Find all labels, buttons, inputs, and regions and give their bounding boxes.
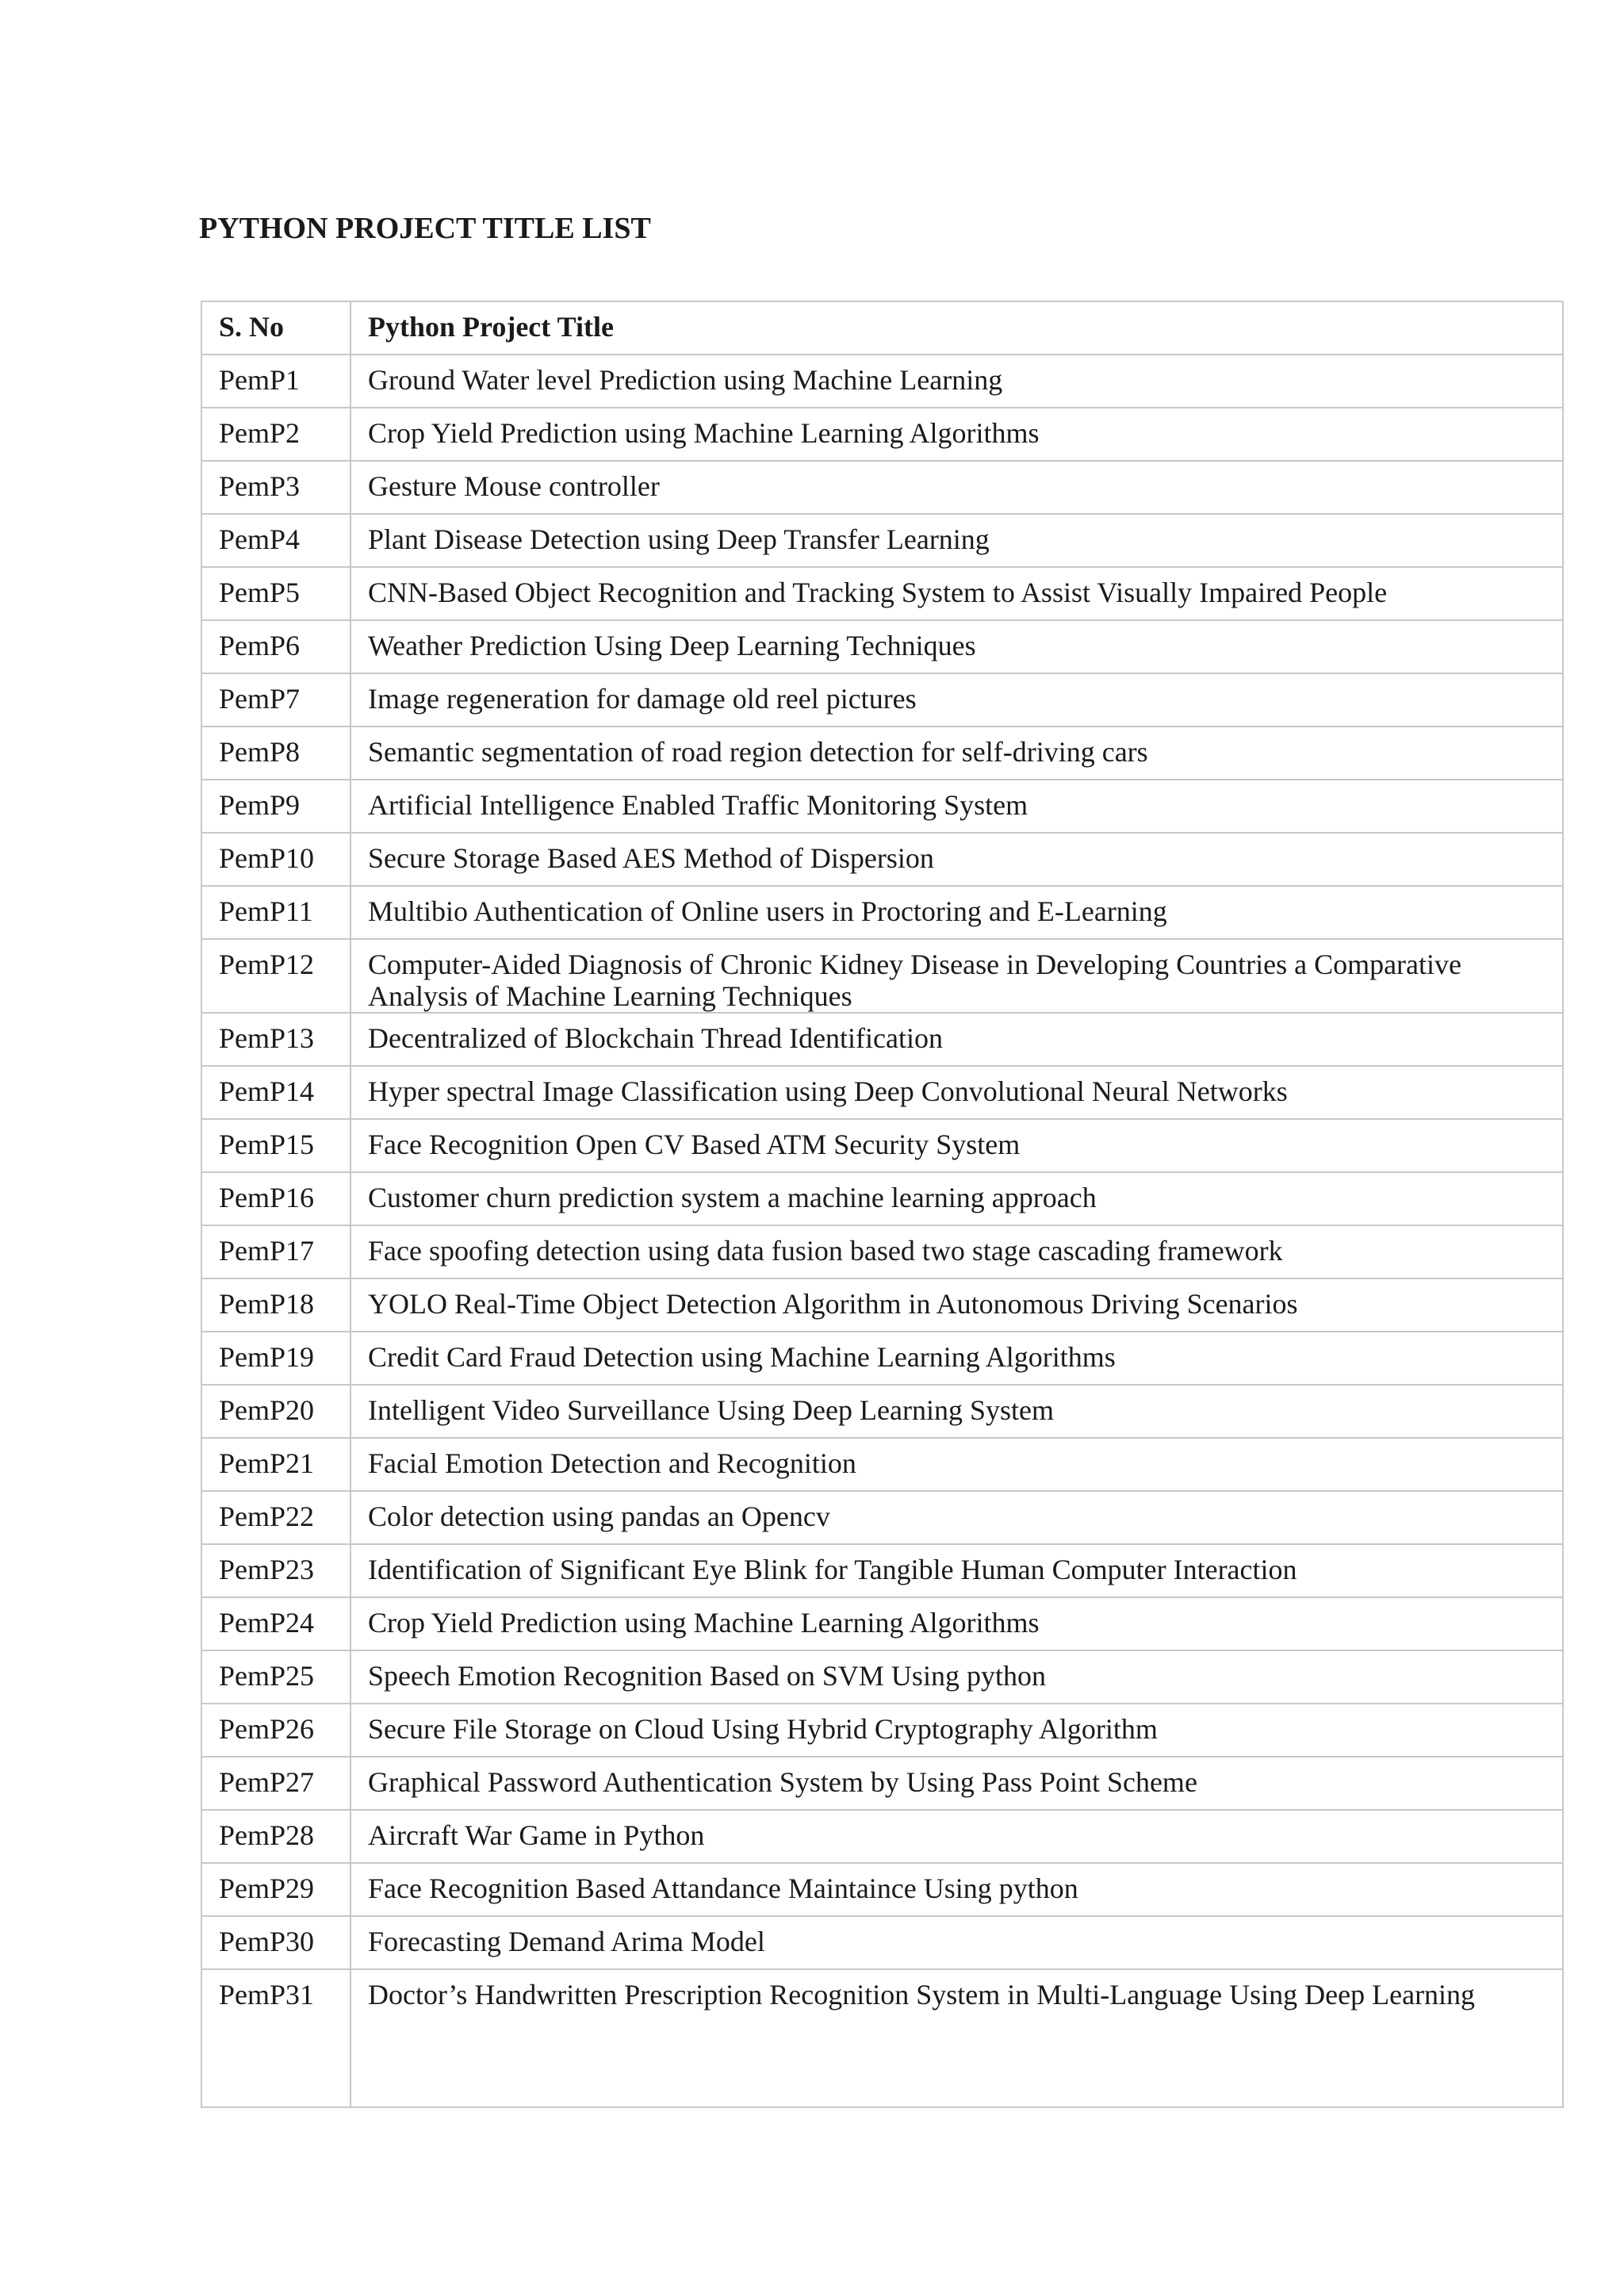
row-title: YOLO Real-Time Object Detection Algorithm in Autonomous Driving Scenarios bbox=[350, 1278, 1563, 1332]
table-row bbox=[201, 1119, 1563, 1172]
row-sno: PemP25 bbox=[201, 1650, 350, 1704]
row-sno: PemP29 bbox=[201, 1863, 350, 1916]
table-row bbox=[201, 1066, 1563, 1119]
row-title: Graphical Password Authentication System by Using Pass Point Scheme bbox=[350, 1757, 1563, 1810]
table-row bbox=[201, 1810, 1563, 1863]
row-title: Forecasting Demand Arima Model bbox=[350, 1916, 1563, 1969]
row-sno: PemP14 bbox=[201, 1066, 350, 1119]
row-title: Color detection using pandas an Opencv bbox=[350, 1491, 1563, 1544]
row-title: Decentralized of Blockchain Thread Identification bbox=[350, 1013, 1563, 1066]
row-sno: PemP15 bbox=[201, 1119, 350, 1172]
table-body bbox=[201, 355, 1563, 2107]
table-row bbox=[201, 1438, 1563, 1491]
table-row bbox=[201, 461, 1563, 514]
row-title: CNN-Based Object Recognition and Tracking System to Assist Visually Impaired People bbox=[350, 567, 1563, 620]
table-row bbox=[201, 1704, 1563, 1757]
row-sno: PemP26 bbox=[201, 1704, 350, 1757]
table-row bbox=[201, 1757, 1563, 1810]
row-sno: PemP24 bbox=[201, 1597, 350, 1650]
table-row bbox=[201, 726, 1563, 780]
row-sno: PemP31 bbox=[201, 1969, 350, 2107]
table-row bbox=[201, 780, 1563, 833]
table-row bbox=[201, 1863, 1563, 1916]
row-sno: PemP30 bbox=[201, 1916, 350, 1969]
row-sno: PemP28 bbox=[201, 1810, 350, 1863]
table-row bbox=[201, 514, 1563, 567]
row-title: Facial Emotion Detection and Recognition bbox=[350, 1438, 1563, 1491]
table-row bbox=[201, 1916, 1563, 1969]
table-row bbox=[201, 408, 1563, 461]
row-sno: PemP12 bbox=[201, 939, 350, 1013]
row-title: Face spoofing detection using data fusion based two stage cascading framework bbox=[350, 1225, 1563, 1278]
row-sno: PemP11 bbox=[201, 886, 350, 939]
row-title: Identification of Significant Eye Blink for Tangible Human Computer Interaction bbox=[350, 1544, 1563, 1597]
column-header-title: Python Project Title bbox=[350, 301, 1563, 355]
table-row bbox=[201, 886, 1563, 939]
row-sno: PemP3 bbox=[201, 461, 350, 514]
project-table bbox=[201, 301, 1564, 2108]
row-sno: PemP8 bbox=[201, 726, 350, 780]
row-title: Crop Yield Prediction using Machine Learning Algorithms bbox=[350, 1597, 1563, 1650]
row-title: Hyper spectral Image Classification using Deep Convolutional Neural Networks bbox=[350, 1066, 1563, 1119]
row-title: Gesture Mouse controller bbox=[350, 461, 1563, 514]
row-title: Crop Yield Prediction using Machine Learning Algorithms bbox=[350, 408, 1563, 461]
table-header-row bbox=[201, 301, 1563, 355]
row-sno: PemP18 bbox=[201, 1278, 350, 1332]
row-sno: PemP23 bbox=[201, 1544, 350, 1597]
table-row bbox=[201, 833, 1563, 886]
row-title: Computer-Aided Diagnosis of Chronic Kidney Disease in Developing Countries a Comparative Analysis of Machine Learning Techniques bbox=[350, 939, 1563, 1013]
row-sno: PemP7 bbox=[201, 673, 350, 726]
row-sno: PemP9 bbox=[201, 780, 350, 833]
table-row bbox=[201, 1225, 1563, 1278]
table-row bbox=[201, 1385, 1563, 1438]
row-title: Secure Storage Based AES Method of Dispersion bbox=[350, 833, 1563, 886]
row-sno: PemP1 bbox=[201, 355, 350, 408]
table-row bbox=[201, 567, 1563, 620]
table-row bbox=[201, 355, 1563, 408]
row-sno: PemP22 bbox=[201, 1491, 350, 1544]
page-title: PYTHON PROJECT TITLE LIST bbox=[199, 212, 651, 245]
row-title: Ground Water level Prediction using Machine Learning bbox=[350, 355, 1563, 408]
row-title: Plant Disease Detection using Deep Transfer Learning bbox=[350, 514, 1563, 567]
row-title: Secure File Storage on Cloud Using Hybrid Cryptography Algorithm bbox=[350, 1704, 1563, 1757]
table-row bbox=[201, 1650, 1563, 1704]
table-row bbox=[201, 1597, 1563, 1650]
table-row bbox=[201, 1544, 1563, 1597]
table-row bbox=[201, 1491, 1563, 1544]
row-sno: PemP21 bbox=[201, 1438, 350, 1491]
row-title: Customer churn prediction system a machine learning approach bbox=[350, 1172, 1563, 1225]
row-sno: PemP13 bbox=[201, 1013, 350, 1066]
row-sno: PemP17 bbox=[201, 1225, 350, 1278]
table-row bbox=[201, 1969, 1563, 2107]
row-title: Image regeneration for damage old reel pictures bbox=[350, 673, 1563, 726]
row-sno: PemP16 bbox=[201, 1172, 350, 1225]
row-title: Face Recognition Open CV Based ATM Security System bbox=[350, 1119, 1563, 1172]
row-sno: PemP27 bbox=[201, 1757, 350, 1810]
row-title: Aircraft War Game in Python bbox=[350, 1810, 1563, 1863]
row-sno: PemP19 bbox=[201, 1332, 350, 1385]
row-title: Speech Emotion Recognition Based on SVM Using python bbox=[350, 1650, 1563, 1704]
table-row bbox=[201, 1332, 1563, 1385]
table-row bbox=[201, 939, 1563, 1013]
row-title: Doctor’s Handwritten Prescription Recognition System in Multi-Language Using Deep Learning bbox=[350, 1969, 1563, 2107]
row-sno: PemP4 bbox=[201, 514, 350, 567]
row-title: Credit Card Fraud Detection using Machine Learning Algorithms bbox=[350, 1332, 1563, 1385]
row-sno: PemP6 bbox=[201, 620, 350, 673]
row-title: Face Recognition Based Attandance Maintaince Using python bbox=[350, 1863, 1563, 1916]
table-row bbox=[201, 620, 1563, 673]
table-row bbox=[201, 1278, 1563, 1332]
row-title: Artificial Intelligence Enabled Traffic Monitoring System bbox=[350, 780, 1563, 833]
row-title: Multibio Authentication of Online users in Proctoring and E-Learning bbox=[350, 886, 1563, 939]
table-row bbox=[201, 1013, 1563, 1066]
row-sno: PemP5 bbox=[201, 567, 350, 620]
row-sno: PemP2 bbox=[201, 408, 350, 461]
row-sno: PemP10 bbox=[201, 833, 350, 886]
table-row bbox=[201, 1172, 1563, 1225]
row-title: Semantic segmentation of road region detection for self-driving cars bbox=[350, 726, 1563, 780]
row-title: Intelligent Video Surveillance Using Deep Learning System bbox=[350, 1385, 1563, 1438]
column-header-sno: S. No bbox=[201, 301, 350, 355]
row-sno: PemP20 bbox=[201, 1385, 350, 1438]
table-row bbox=[201, 673, 1563, 726]
row-title: Weather Prediction Using Deep Learning Techniques bbox=[350, 620, 1563, 673]
